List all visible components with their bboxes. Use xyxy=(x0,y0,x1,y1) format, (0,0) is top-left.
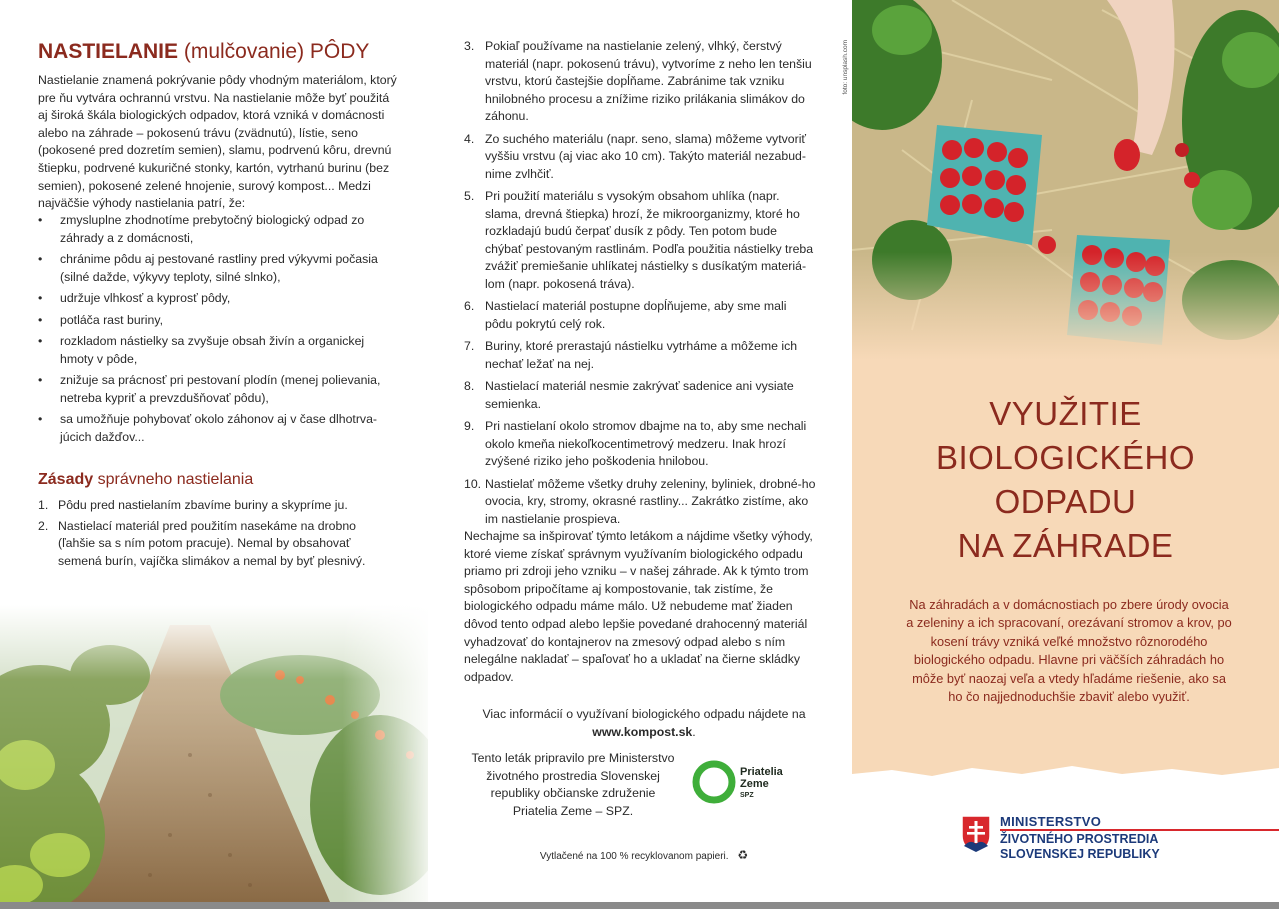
intro-paragraph: Nastielanie znamená pokrývanie pôdy vhodným materiálom, ktorý pre ňu vytvára ochrannú vrstvu. Na nastielanie môže byť použitá aj široká škála biologických odpadov, ktorá vzniká v domácnosti alebo na záhrade – pokosenú trávu (zvädnutú), lístie, seno (pokosené pred dozretím semien), slamu, podrvenú kôru, drevnú štiepku, podrvené kukuričné stonky, kartón, vytrhanú burinu (bez semien), pokosené zelené hnojenie, surový kompost... Medzi najväčšie výhody nastielania patrí, že: xyxy=(38,73,397,211)
principle-text: Pôdu pred nastielaním zbavíme buriny a skypríme ju. xyxy=(58,498,348,512)
more-info-label: Viac informácií o využívaní biologického odpadu nájdete na xyxy=(482,707,806,721)
heading-end: PÔDY xyxy=(309,40,370,63)
principle-text: Pri použití materiálu s vysokým obsahom uhlíka (napr. slama, drevná štiepka) hrozí, že mikroorganizmy, ktoré ho rozkladajú budú čerpať dusík z pôdy. Ten potom bude chýbať pestovaným rastlinám. Podľa použitia nástielky treba zvážiť premiešanie uhlíkatej nástielky s dusíkatým materiá-lom (napr. pokosená tráva). xyxy=(485,189,814,291)
closing-paragraph: Nechajme sa inšpirovať týmto letákom a nájdime všetky výhody, ktoré vieme získať správnym využívaním biologického odpadu priamo pri zdroji jeho vzniku – v našej záhrade. Ak k týmto trom spôsobom pripočítame aj kompostovanie, tak zistíme, že biologického odpadu máme málo. Už nebudeme mať žiaden dôvod tento odpad alebo lepšie povedané drahocenný materiál vyhadzovať do kontajnerov na zmesový odpad alebo s ním nelegálne nakladať – spaľovať ho a ukladať na čierne skládky odpadov. xyxy=(464,529,813,684)
ministry-name xyxy=(1000,832,1160,862)
principles-heading xyxy=(38,471,253,489)
principle-number: 7. xyxy=(464,339,475,353)
title-line: NA ZÁHRADE xyxy=(957,527,1174,564)
garden-path-photo xyxy=(0,605,428,902)
principle-item xyxy=(464,38,816,126)
principle-item xyxy=(464,338,816,373)
strawberry-photo xyxy=(852,0,1279,360)
ministry-divider xyxy=(1000,829,1279,831)
principles-heading-rest: správneho nastielania xyxy=(93,471,254,488)
cover-panel xyxy=(852,0,1279,909)
benefit-item: • udržuje vlhkosť a kyprosť pôdy, xyxy=(38,290,398,308)
principle-number: 5. xyxy=(464,189,475,203)
principle-item xyxy=(464,476,816,529)
principle-text: Nastielací materiál pred použitím nasekáme na drobno (ľahšie sa s ním potom pracuje). Nemal by obsahovať semená burín, vajíčka slimákov a nemal by byť plesnivý. xyxy=(58,518,366,568)
principle-item xyxy=(464,188,816,293)
principle-text: Zo suchého materiálu (napr. seno, slama) môžeme vytvoriť vyššiu vrstvu (aj viac ako 10 cm). Takýto materiál nezabud-nime zvlhčiť. xyxy=(485,131,807,181)
benefit-item: • sa umožňuje pohybovať okolo záhonov aj v čase dlhotrva-júcich dažďov... xyxy=(38,411,398,446)
mulching-heading xyxy=(38,40,369,64)
principle-item xyxy=(38,518,378,571)
ministry-logo xyxy=(960,814,1279,864)
ministry-line-3: SLOVENSKEJ REPUBLIKY xyxy=(1000,847,1160,861)
more-info-end: . xyxy=(692,724,696,739)
benefit-item: • rozkladom nástielky sa zvyšuje obsah živín a organickej hmoty v pôde, xyxy=(38,333,398,368)
principle-item xyxy=(464,298,816,333)
benefit-item: • znižuje sa prácnosť pri pestovaní plodín (menej polievania, netreba kypriť a prevzdušňovať pôdu), xyxy=(38,372,398,407)
prepared-by-text: Tento leták pripravilo pre Ministerstvo životného prostredia Slovenskej republiky občianske združenie Priatelia Zeme – SPZ. xyxy=(471,751,675,818)
recycle-icon: ♻ xyxy=(737,848,749,862)
principles-list xyxy=(38,497,378,573)
ministry-line-1: MINISTERSTVO xyxy=(1000,814,1102,829)
photo-credit: foto: unsplash.com xyxy=(842,40,849,95)
slovak-crest-icon xyxy=(960,814,992,854)
principle-text: Nastielací materiál postupne dopĺňujeme, aby sme mali pôdu pokrytú celý rok. xyxy=(485,299,787,331)
principle-item xyxy=(464,418,816,471)
logo-line-1: Priatelia xyxy=(740,766,783,778)
left-panel xyxy=(0,0,428,909)
taskbar-strip xyxy=(0,902,1279,909)
principles-continued-list xyxy=(464,38,816,533)
more-info-text xyxy=(468,706,820,741)
recycled-note xyxy=(468,848,820,862)
principle-text: Buriny, ktoré prerastajú nástielku vytrháme a môžeme ich nechať ležať na nej. xyxy=(485,339,798,371)
recycled-text: Vytlačené na 100 % recyklovanom papieri. xyxy=(539,851,729,862)
principle-item xyxy=(38,497,378,515)
principle-number: 3. xyxy=(464,39,475,53)
title-line: BIOLOGICKÉHO xyxy=(935,439,1196,476)
principles-heading-bold: Zásady xyxy=(38,471,94,488)
benefits-list xyxy=(38,212,398,450)
principle-text: Pokiaľ používame na nastielanie zelený, vlhký, čerstvý materiál (napr. pokosenú trávu), vytvoríme z neho len tenšiu vrstvu, ktorú častejšie dopĺňame. Zabránime tak vzniku hnilobného procesu a znížime riziko prilákania slimákov do záhonu. xyxy=(485,39,812,123)
title-line: VYUŽITIE xyxy=(989,395,1142,432)
principle-item xyxy=(464,378,816,413)
logo-line-3: SPZ xyxy=(740,792,754,799)
benefit-item: • potláča rast buriny, xyxy=(38,312,398,330)
kompost-link[interactable]: www.kompost.sk xyxy=(592,724,693,739)
heading-bold: NASTIELANIE xyxy=(38,40,179,63)
benefit-item: • chránime pôdu aj pestované rastliny pred výkyvmi počasia (silné dažde, výkyvy teploty, silné slnko), xyxy=(38,251,398,286)
principle-number: 9. xyxy=(464,419,475,433)
benefit-item: • zmysluplne zhodnotíme prebytočný biologický odpad zo záhrady a z domácnosti, xyxy=(38,212,398,247)
principle-number: 8. xyxy=(464,379,475,393)
ministry-line-2: ŽIVOTNÉHO PROSTREDIA xyxy=(1000,832,1159,846)
title-line: ODPADU xyxy=(994,483,1137,520)
middle-panel xyxy=(428,0,852,909)
principle-text: Nastielať môžeme všetky druhy zeleniny, byliniek, drobné-ho ovocia, kry, stromy, okrasné rastliny... Zakrátko zistíme, ako im nastielanie prospieva. xyxy=(485,476,816,526)
principle-text: Pri nastielaní okolo stromov dbajme na to, aby sme nechali okolo kmeňa niekoľkocentimetrový medzeru. Inak hrozí zvýšené riziko jeho poškodenia hnilobou. xyxy=(485,419,807,468)
logo-text xyxy=(740,766,783,802)
green-ring-icon xyxy=(690,758,738,806)
heading-light: (mulčovanie) xyxy=(178,40,310,63)
principle-number: 1. xyxy=(38,498,49,512)
brochure-title xyxy=(852,392,1279,568)
principle-number: 10. xyxy=(464,476,482,491)
principle-item xyxy=(464,131,816,184)
principle-number: 2. xyxy=(38,518,49,533)
priatelia-zeme-logo xyxy=(690,758,810,814)
logo-line-2: Zeme xyxy=(740,778,769,790)
principle-text: Nastielací materiál nesmie zakrývať sadenice ani vysiate semienka. xyxy=(485,379,794,411)
principle-number: 6. xyxy=(464,299,475,313)
cover-description: Na záhradách a v domácnostiach po zbere úrody ovocia a zeleniny a ich spracovaní, orezávaní stromov a krov, po kosení trávy vzniká veľké množstvo rôznorodého biologického odpadu. Hlavne pri väčších záhradách ho môže byť naozaj veľa a vtedy hľadáme riešenie, ako sa ho čo najjednoduchšie zbaviť alebo využiť. xyxy=(906,597,1232,705)
principle-number: 4. xyxy=(464,131,475,146)
